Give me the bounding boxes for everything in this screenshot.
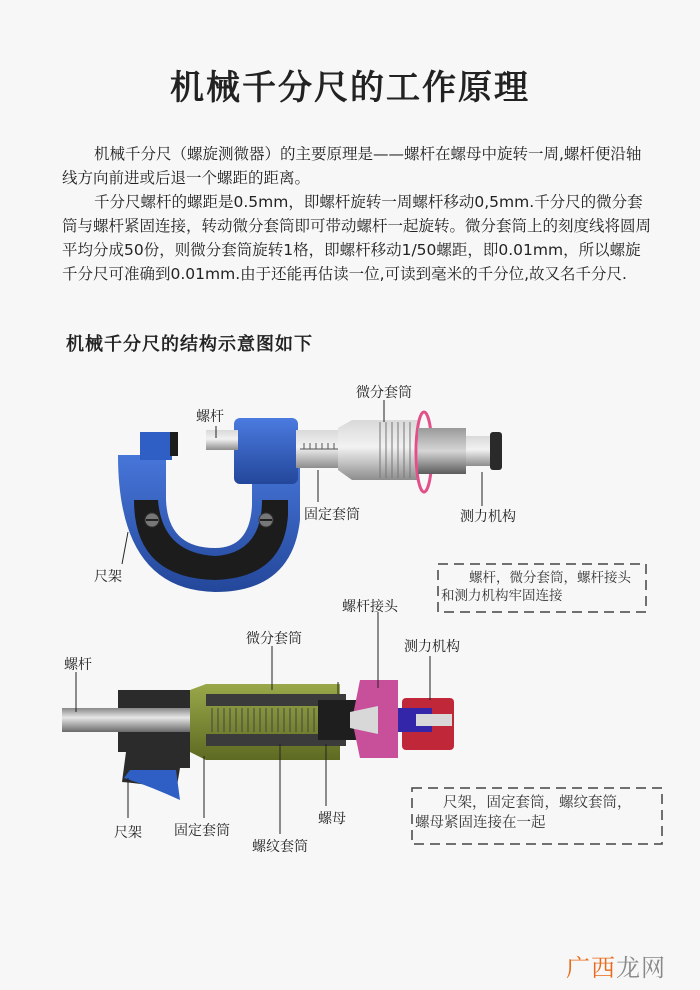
note-1-line-2: 和测力机构牢固连接 — [441, 588, 563, 604]
label-nut-2: 螺母 — [318, 811, 346, 827]
note-box-1 — [437, 563, 647, 613]
label-screw-2: 螺杆 — [64, 657, 92, 673]
section-subtitle: 机械千分尺的结构示意图如下 — [66, 334, 313, 355]
watermark-logo — [566, 948, 666, 983]
paragraph-precision: 千分尺螺杆的螺距是0.5mm，即螺杆旋转一周螺杆移动0,5mm.千分尺的微分套筒与螺杆紧固连接，转动微分套筒即可带动螺杆一起旋转。微分套筒上的刻度线将圆周平均分成50份，则微分套筒旋转1格，即螺杆移动1/50螺距，即0.01mm，所以螺旋千分尺可准确到0.01mm.由于还能再估读一位,可读到毫米的千分位,故又名千分尺. — [62, 193, 652, 283]
page-title: 机械千分尺的工作原理 — [170, 68, 530, 108]
paragraph-principle: 机械千分尺（螺旋测微器）的主要原理是——螺杆在螺母中旋转一周,螺杆便沿轴线方向前进或后退一个螺距的距离。 — [62, 145, 642, 187]
label-thimble-1: 微分套筒 — [356, 385, 412, 401]
label-frame-1: 尺架 — [94, 569, 122, 585]
watermark-part-1: 广西 — [566, 954, 616, 982]
label-ratchet-1: 测力机构 — [460, 509, 516, 525]
note-1-line-1: 螺杆，微分套筒，螺杆接头 — [469, 570, 631, 586]
label-ratchet-2: 测力机构 — [404, 639, 460, 655]
note-box-2 — [411, 787, 663, 845]
watermark-part-2: 龙网 — [616, 954, 666, 982]
label-screw-joint-2: 螺杆接头 — [342, 599, 398, 615]
label-sleeve-2: 固定套筒 — [174, 823, 230, 839]
note-2-line-2: 螺母紧固连接在一起 — [415, 815, 546, 831]
label-thread-sleeve-2: 螺纹套筒 — [252, 839, 308, 855]
note-2-line-1: 尺架，固定套筒，螺纹套筒， — [443, 795, 632, 811]
label-sleeve-1: 固定套筒 — [304, 507, 360, 523]
label-frame-2: 尺架 — [114, 825, 142, 841]
label-thimble-2: 微分套筒 — [246, 631, 302, 647]
label-screw-1: 螺杆 — [196, 409, 224, 425]
